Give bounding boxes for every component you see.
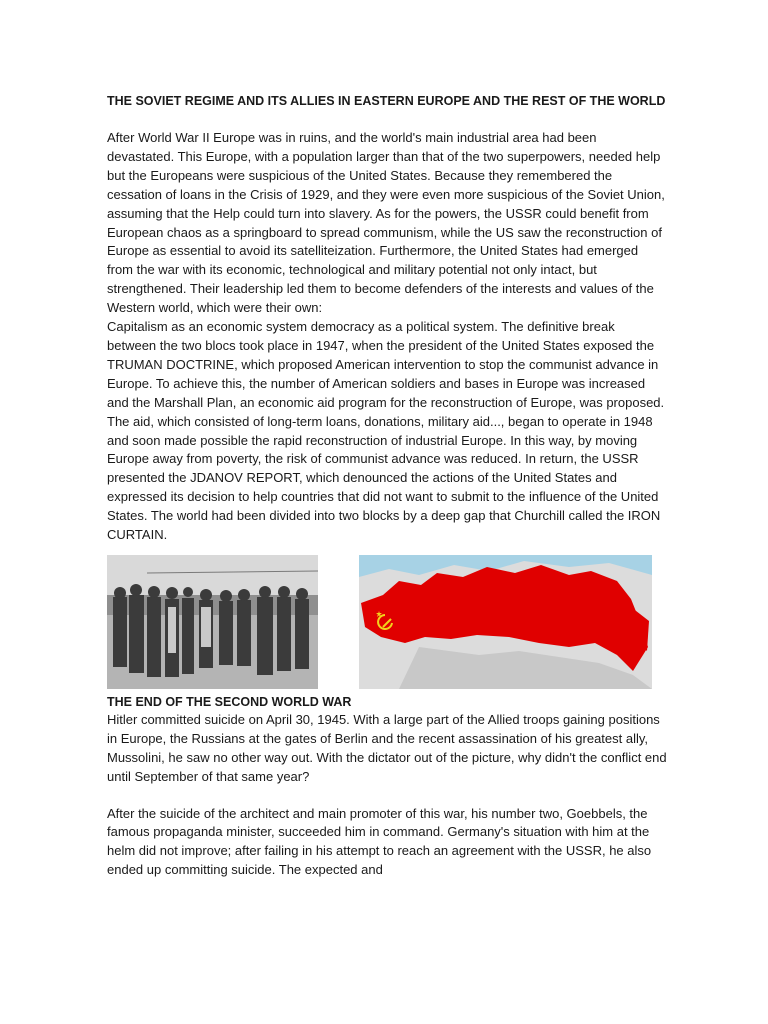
figures-row: [107, 555, 667, 693]
page-title: THE SOVIET REGIME AND ITS ALLIES IN EASTERN EUROPE AND THE REST OF THE WORLD: [107, 94, 666, 108]
paragraph-4: After the suicide of the architect and main promoter of this war, his number two, Goebbels, the famous propaganda minister, succeeded him in command. Germany's situation with him at the helm did not improve; after failing in his attempt to reach an agreement with the USSR, he also ended up committing suicide. The expected and: [107, 805, 652, 878]
document-page: [107, 92, 667, 880]
ussr-map: [359, 555, 652, 689]
paragraph-spacer: [107, 787, 667, 805]
section-heading: THE END OF THE SECOND WORLD WAR: [107, 694, 352, 709]
paragraph-2: Capitalism as an economic system democracy as a political system. The definitive break between the two blocs took place in 1947, when the president of the United States exposed the TRUMAN DOCTRINE, which proposed American intervention to stop the communist advance in Europe. To achieve this, the number of American soldiers and bases in Europe was increased and the Marshall Plan, an economic aid program for the reconstruction of Europe, was proposed. The aid, which consisted of long-term loans, donations, military aid..., began to operate in 1948 and soon made possible the rapid reconstruction of industrial Europe. In this way, by moving Europe away from poverty, the risk of communist advance was reduced. In return, the USSR presented the JDANOV REPORT, which denounced the actions of the United States and expressed its decision to help countries that did not want to submit to the influence of the United States. The world had been divided into two blocks by a deep gap that Churchill called the IRON CURTAIN.: [107, 319, 665, 543]
paragraph-3: Hitler committed suicide on April 30, 1945. With a large part of the Allied troops gaining positions in Europe, the Russians at the gates of Berlin and the recent assassination of his greatest ally, Mussolini, he saw no other way out. With the dictator out of the picture, why didn't the conflict end until September of that same year?: [107, 711, 667, 784]
soldiers-photo: [107, 555, 318, 689]
paragraph-1: After World War II Europe was in ruins, and the world's main industrial area had been devastated. This Europe, with a population larger than that of the two superpowers, needed help but the Europeans were suspicious of the United States. Because they remembered the cessation of loans in the Crisis of 1929, and they were even more suspicious of the Soviet Union, assuming that the Help could turn into slavery. As for the powers, the USSR could benefit from European chaos as a springboard to spread communism, while the US saw the reconstruction of Europe as essential to avoid its satelliteization. Furthermore, the United States had emerged from the war with its economic, technological and military potential not only intact, but strengthened. Their leadership led them to become defenders of the interests and values of the Western world, which were their own:: [107, 130, 665, 316]
